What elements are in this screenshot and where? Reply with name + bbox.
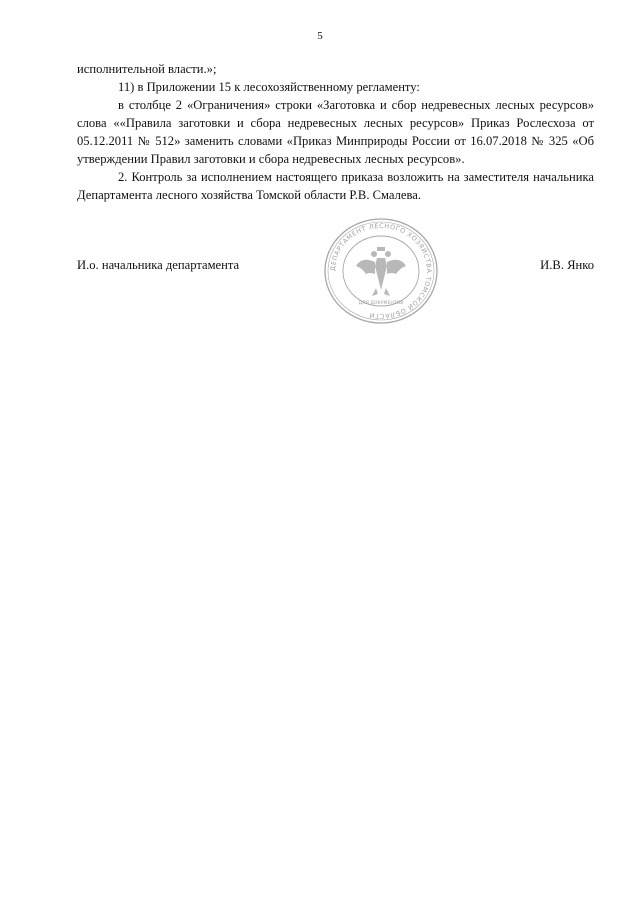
- coat-of-arms-emblem: [356, 247, 406, 296]
- document-body: [77, 60, 594, 204]
- paragraph-4: 2. Контроль за исполнением настоящего приказа возложить на заместителя начальника Департамента лесного хозяйства Томской области Р.В. Смалева.: [77, 170, 594, 202]
- paragraph-1: исполнительной власти.»;: [77, 62, 217, 76]
- official-seal-stamp: [322, 216, 440, 326]
- paragraph-3: в столбце 2 «Ограничения» строки «Заготовка и сбор недревесных лесных ресурсов» слова ««Правила заготовки и сбора недревесных лесных ресурсов» Приказ Рослесхоза от 05.12.2011 № 512» заменить словами «Приказ Минприроды России от 16.07.2018 № 325 «Об утверждении Правил заготовки и сбора недревесных лесных ресурсов».: [77, 98, 594, 166]
- signatory-position: И.о. начальника департамента: [77, 258, 240, 272]
- seal-outer-text: ДЕПАРТАМЕНТ ЛЕСНОГО ХОЗЯЙСТВА ТОМСКОЙ ОБЛАСТИ: [328, 221, 434, 321]
- seal-inner-text: ДЛЯ ДОКУМЕНТОВ: [358, 301, 404, 306]
- signatory-name: И.В. Янко: [540, 258, 594, 272]
- paragraph-2: 11) в Приложении 15 к лесохозяйственному регламенту:: [118, 80, 420, 94]
- page-number: 5: [317, 30, 323, 42]
